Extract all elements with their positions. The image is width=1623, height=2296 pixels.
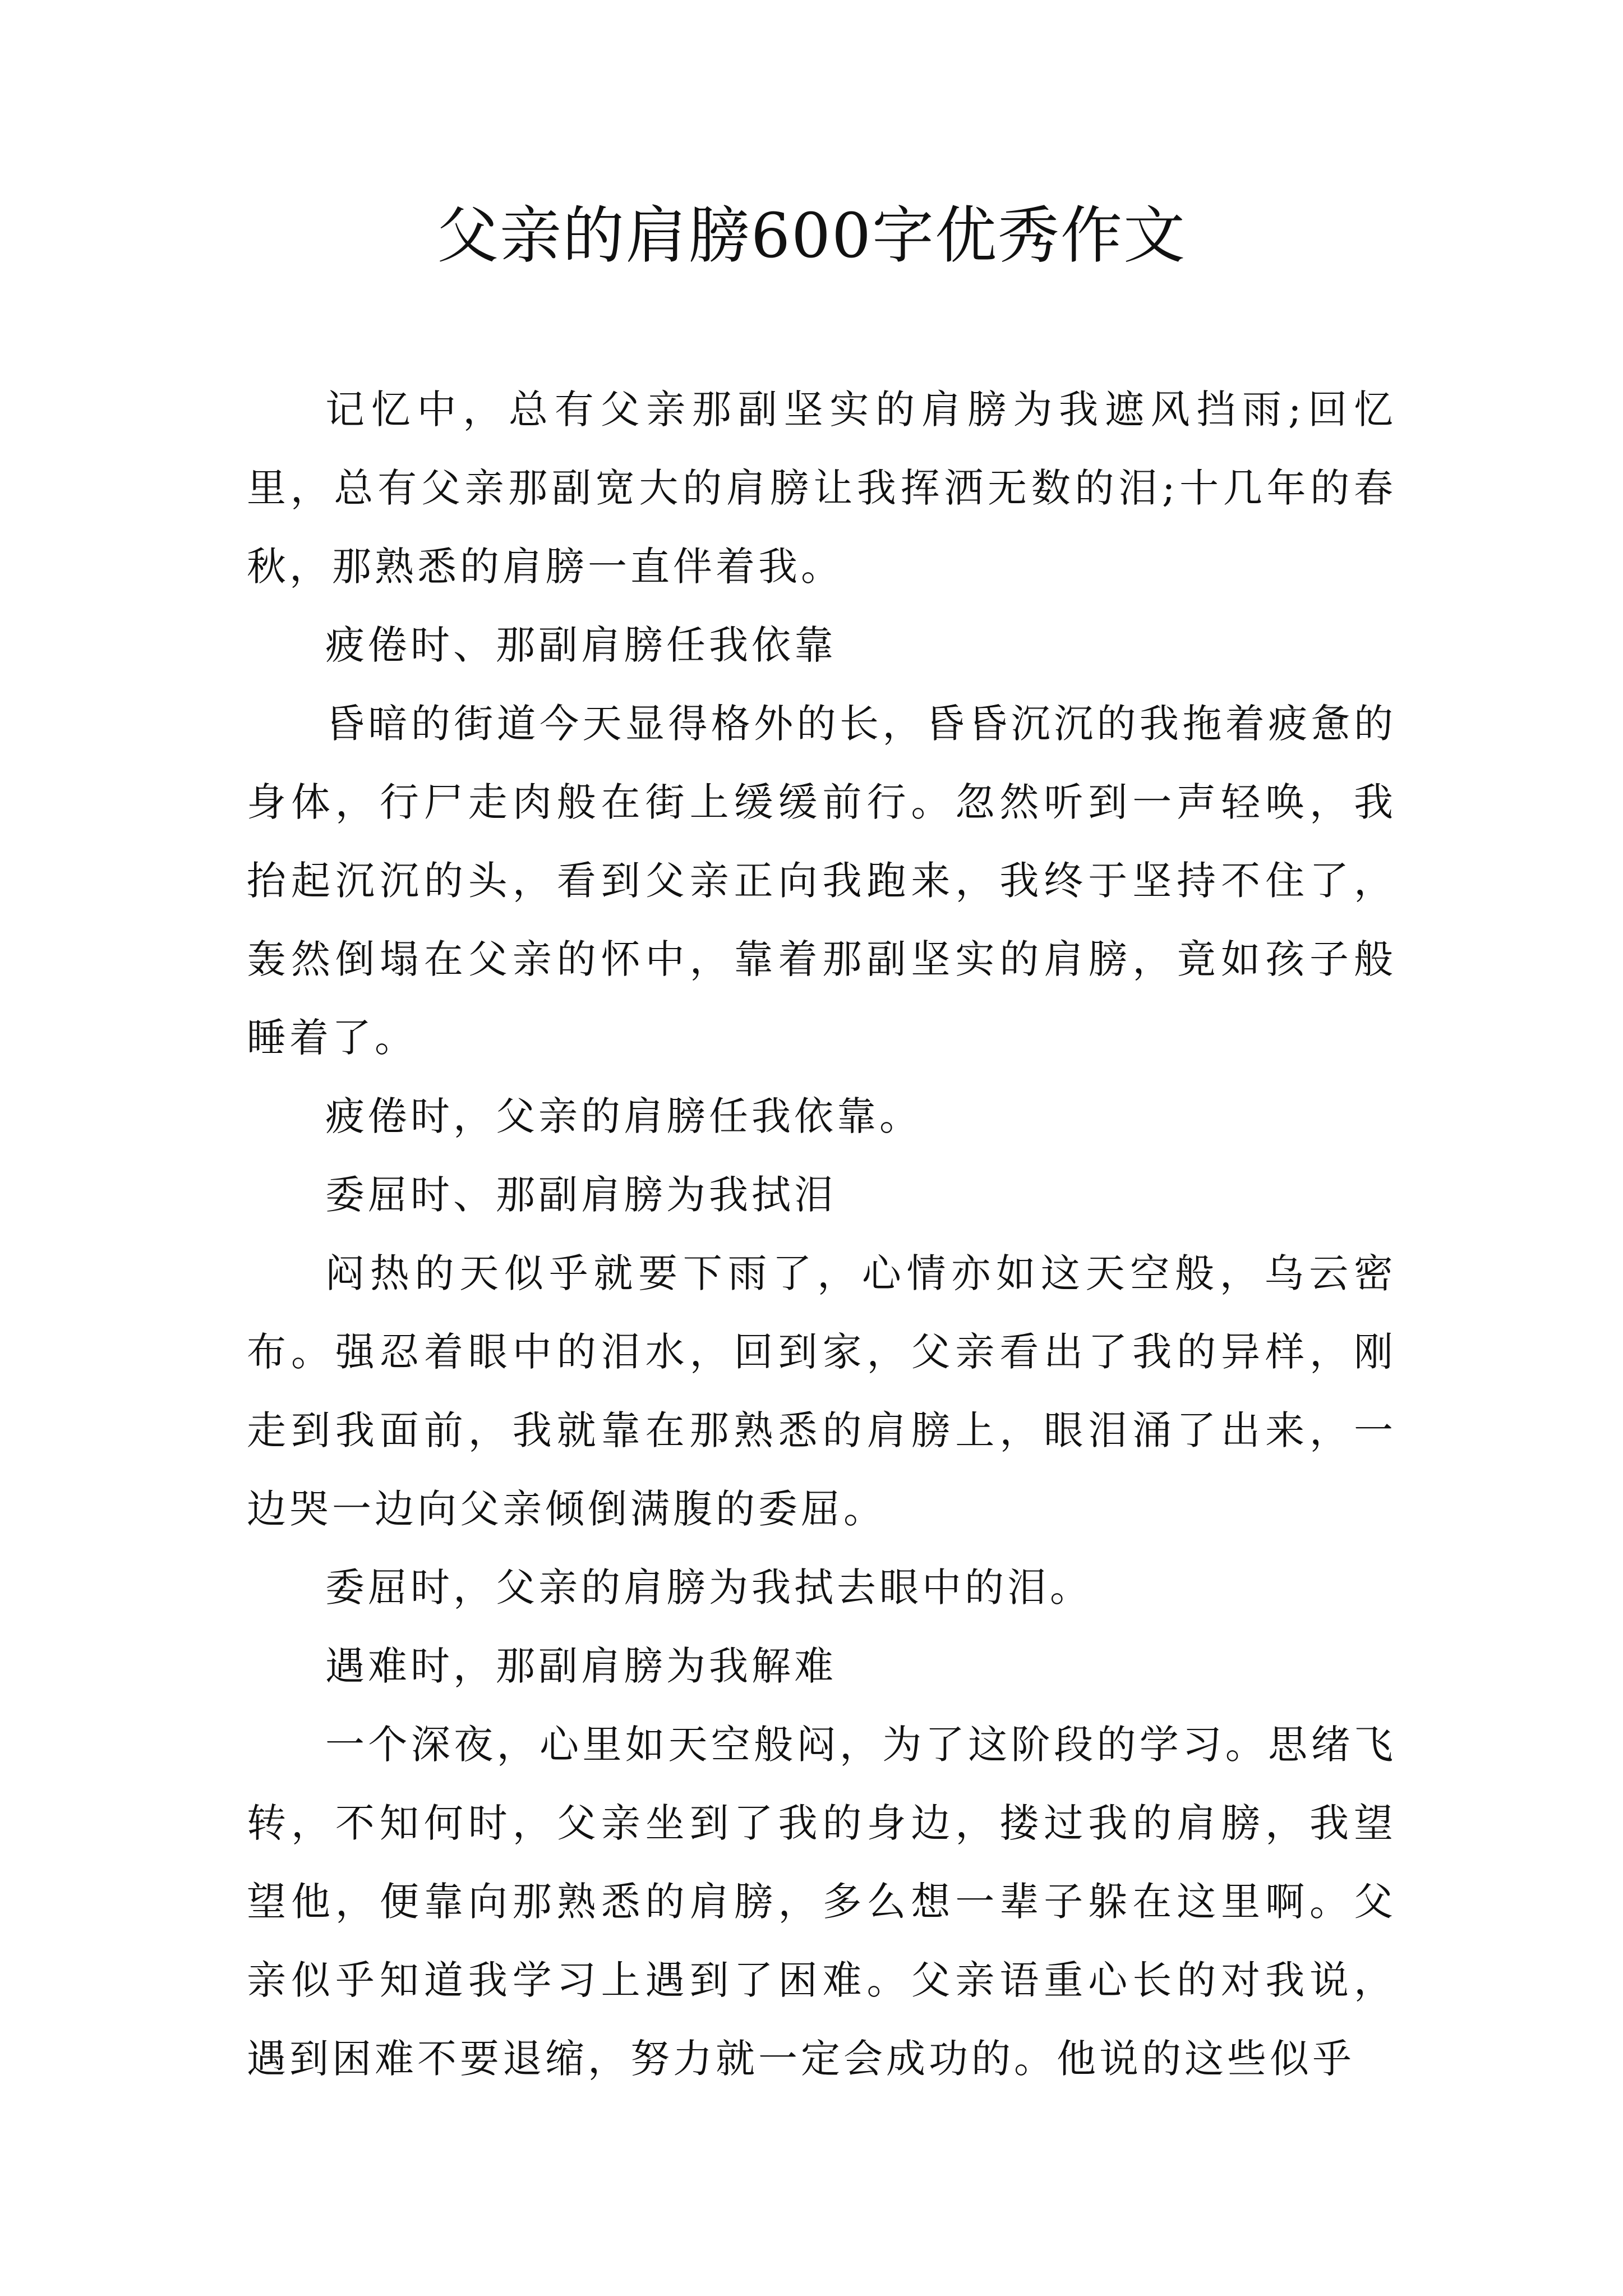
paragraph: 闷热的天似乎就要下雨了，心情亦如这天空般，乌云密布。强忍着眼中的泪水，回到家，父亲看出了我的异样，刚走到我面前，我就靠在那熟悉的肩膀上，眼泪涌了出来，一边哭一边向父亲倾倒满腹的委屈。 (247, 1250, 1396, 1532)
document-body (247, 370, 1396, 2098)
paragraph: 记忆中，总有父亲那副坚实的肩膀为我遮风挡雨;回忆里，总有父亲那副宽大的肩膀让我挥洒无数的泪;十几年的春秋，那熟悉的肩膀一直伴着我。 (247, 386, 1396, 590)
section-heading: 遇难时，那副肩膀为我解难 (325, 1643, 837, 1689)
section-heading: 疲倦时、那副肩膀任我依靠 (325, 622, 837, 668)
section-heading: 委屈时、那副肩膀为我拭泪 (325, 1172, 837, 1218)
paragraph: 昏暗的街道今天显得格外的长，昏昏沉沉的我拖着疲惫的身体，行尸走肉般在街上缓缓前行。忽然听到一声轻唤，我抬起沉沉的头，看到父亲正向我跑来，我终于坚持不住了，轰然倒塌在父亲的怀中，靠着那副坚实的肩膀，竟如孩子般睡着了。 (247, 701, 1396, 1061)
paragraph: 一个深夜，心里如天空般闷，为了这阶段的学习。思绪飞转，不知何时，父亲坐到了我的身边，搂过我的肩膀，我望望他，便靠向那熟悉的肩膀，多么想一辈子躲在这里啊。父亲似乎知道我学习上遇到了困难。父亲语重心长的对我说，遇到困难不要退缩，努力就一定会成功的。他说的这些似乎 (247, 1722, 1396, 2082)
paragraph: 疲倦时，父亲的肩膀任我依靠。 (325, 1093, 922, 1139)
document-title: 父亲的肩膀600字优秀作文 (437, 200, 1186, 272)
paragraph: 委屈时，父亲的肩膀为我拭去眼中的泪。 (325, 1565, 1092, 1611)
